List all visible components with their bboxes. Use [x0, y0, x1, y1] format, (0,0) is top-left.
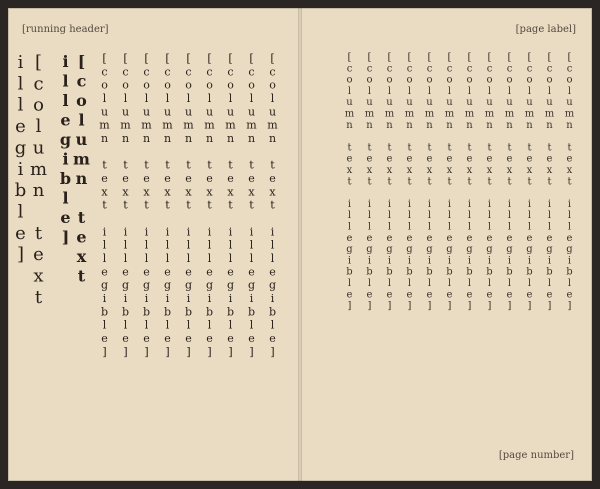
- right-page-text-column: [column text illegible]: [384, 52, 395, 312]
- right-page-text-column: [column text illegible]: [344, 52, 355, 312]
- right-page: [300, 8, 592, 481]
- right-page-text-column: [column text illegible]: [464, 52, 475, 312]
- right-page-text-column: [column text illegible]: [404, 52, 415, 312]
- left-page-text-column: [column text illegible]: [140, 52, 153, 359]
- left-page-text-columns: [10, 52, 279, 460]
- right-page-text-column: [column text illegible]: [424, 52, 435, 312]
- left-page-text-column: [column text illegible]: [203, 52, 216, 359]
- right-page-text-column: [column text illegible]: [504, 52, 515, 312]
- right-page-text-columns: [318, 52, 574, 460]
- left-page-text-column: [column text illegible]: [119, 52, 132, 359]
- left-page-text-column: [column text illegible]: [224, 52, 237, 359]
- left-page-text-column: [column text illegible]: [10, 52, 49, 309]
- right-page-text-column: [column text illegible]: [544, 52, 555, 312]
- left-page-text-column: [column text illegible]: [161, 52, 174, 359]
- left-page: [8, 8, 300, 481]
- book-spread: [8, 8, 592, 481]
- right-page-footer: [page number]: [498, 450, 574, 461]
- right-page-text-column: [column text illegible]: [524, 52, 535, 312]
- left-page-text-column: [column text illegible]: [266, 52, 279, 359]
- right-page-header: [page label]: [515, 24, 576, 35]
- left-page-text-column: [column text illegible]: [56, 52, 91, 286]
- left-page-header: [running header]: [22, 24, 109, 35]
- right-page-text-column: [column text illegible]: [444, 52, 455, 312]
- right-page-text-column: [column text illegible]: [484, 52, 495, 312]
- left-page-text-column: [column text illegible]: [182, 52, 195, 359]
- right-page-text-column: [column text illegible]: [364, 52, 375, 312]
- left-page-text-column: [column text illegible]: [245, 52, 258, 359]
- right-page-text-column: [column text illegible]: [564, 52, 575, 312]
- left-page-text-column: [column text illegible]: [98, 52, 111, 359]
